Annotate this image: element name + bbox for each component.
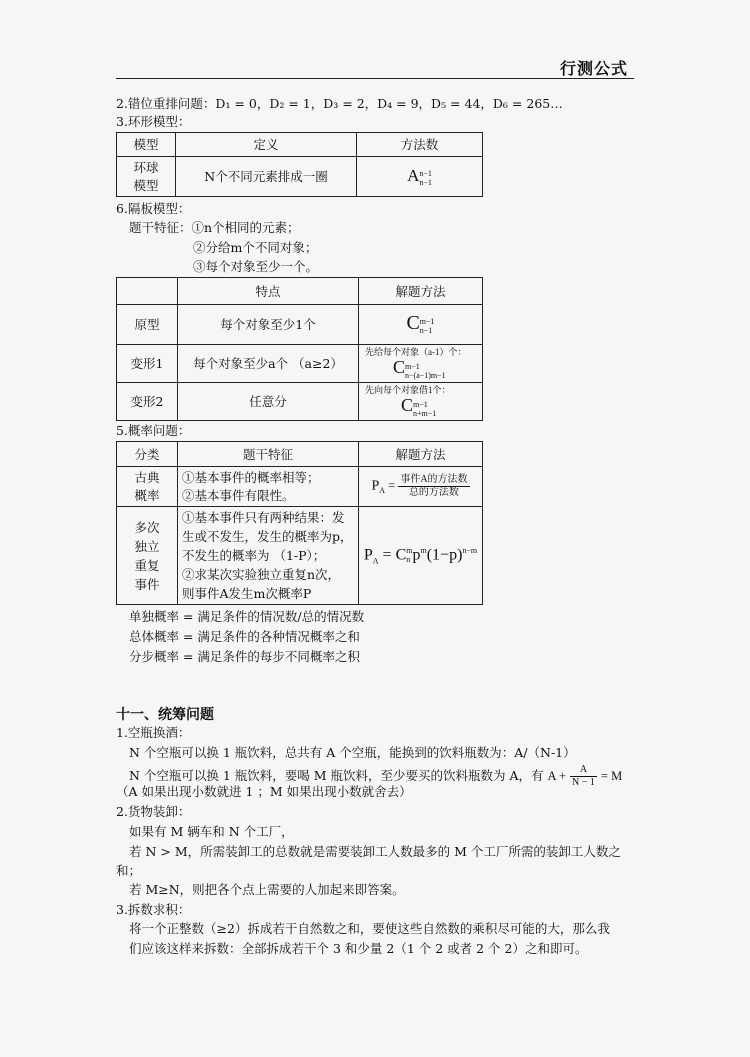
header-title: 行测公式 [559, 59, 628, 78]
cargo-line-4: 若 M≥N，则把各个点上需要的人加起来即答案。 [129, 882, 405, 897]
prob-row1-formula: $P_A$ = $\frac{\text{事件A的方法数}}{\text{总的方法数}}$ [359, 467, 483, 507]
ring-header-model: 模型 [117, 133, 176, 157]
divider-row-desc: 每个对象至少1个 [178, 305, 359, 345]
divider-feature-3: ③每个对象至少一个。 [193, 259, 319, 274]
bottle-line-3: （A 如果出现小数就进 1 ；M 如果出现小数就舍去） [116, 784, 412, 799]
prob-note-2: 总体概率 = 满足条件的各种情况概率之和 [129, 629, 360, 644]
ring-model-heading: 3.环形模型： [116, 114, 191, 129]
page-header [116, 56, 634, 79]
divider-row-formula: C m−1 n−1 [359, 305, 483, 345]
prob-row1-fraction: $\frac{\text{事件A的方法数}}{\text{总的方法数}}$ [400, 473, 468, 498]
cargo-line-1: 如果有 M 辆车和 N 个工厂， [129, 824, 294, 839]
split-line-2: 们应该这样来拆数：全部拆成若干个 3 和少量 2（1 个 2 或者 2 个 2）之和即可。 [129, 941, 588, 956]
prob-note-1: 单独概率 = 满足条件的情况数/总的情况数 [129, 609, 365, 624]
cargo-line-2: 若 N > M，所需装卸工的总数就是需要装卸工人数最多的 M 个工厂所需的装卸工人数之 [129, 844, 621, 859]
cargo-line-3: 和； [116, 863, 142, 878]
split-heading: 3.拆数求积： [116, 902, 191, 917]
probability-table [116, 441, 483, 605]
ring-model-table [116, 132, 483, 197]
divider-header-blank [117, 278, 178, 305]
divider-feature-1: 题干特征：①n个相同的元素； [129, 220, 300, 235]
prob-note-3: 分步概率 = 满足条件的每步不同概率之积 [129, 649, 360, 664]
bottle-fraction: $\frac{A}{N - 1}$ [572, 764, 595, 788]
divider-row-desc: 任意分 [178, 383, 359, 421]
divider-table [116, 277, 483, 421]
divider-row-label: 原型 [117, 305, 178, 345]
divider-model-heading: 6.隔板模型： [116, 201, 191, 216]
prob-row1-label: 古典 概率 [117, 467, 178, 507]
divider-row-desc: 每个对象至少a个 （a≥2） [178, 345, 359, 383]
probability-heading: 5.概率问题： [116, 423, 191, 438]
bottle-heading: 1.空瓶换酒： [116, 725, 191, 740]
divider-row-note: 先给每个对象（a-1）个： [365, 347, 467, 358]
ring-row-definition: N个不同元素排成一圈 [176, 157, 357, 197]
divider-row-label: 变形1 [117, 345, 178, 383]
split-line-1: 将一个正整数（≥2）拆成若干自然数之和，要使这些自然数的乘积尽可能的大，那么我 [129, 921, 610, 936]
divider-feature-2: ②分给m个不同对象； [193, 240, 318, 255]
prob-header-feature: 题干特征 [178, 442, 359, 467]
derangement-line: 2.错位重排问题：D₁ = 0，D₂ = 1，D₃ = 2，D₄ = 9，D₅ = 44，D₆ = 265… [116, 96, 563, 111]
cargo-heading: 2.货物装卸： [116, 804, 191, 819]
ring-row-label: 环球 模型 [117, 157, 176, 197]
prob-row2-formula: $P_A = C$ m n $p^m(1-p)^{n-m}$ [359, 507, 483, 605]
ring-row-formula: A n−1 n−1 [357, 157, 483, 197]
divider-row-note: 先向每个对象借1个： [365, 385, 451, 396]
divider-row-label: 变形2 [117, 383, 178, 421]
prob-row2-feature: ①基本事件只有两种结果：发 生或不发生，发生的概率为p， 不发生的概率为 （1-P）； ②求某次实验独立重复n次， 则事件A发生m次概率P [178, 507, 359, 605]
prob-header-category: 分类 [117, 442, 178, 467]
divider-header-feature: 特点 [178, 278, 359, 305]
ring-header-definition: 定义 [176, 133, 357, 157]
ring-header-method: 方法数 [357, 133, 483, 157]
section-heading: 十一、统筹问题 [116, 707, 214, 723]
prob-row2-label: 多次 独立 重复 事件 [117, 507, 178, 605]
divider-row-formula: 先给每个对象（a-1）个： C m−1 n−(a−1)m−1 [359, 345, 483, 383]
prob-row1-feature: ①基本事件的概率相等； ②基本事件有限性。 [178, 467, 359, 507]
bottle-line-1: N 个空瓶可以换 1 瓶饮料，总共有 A 个空瓶，能换到的饮料瓶数为：A/（N-1） [129, 745, 576, 760]
divider-row-formula: 先向每个对象借1个： C m−1 n+m−1 [359, 383, 483, 421]
bottle-line-2: N 个空瓶可以换 1 瓶饮料，要喝 M 瓶饮料，至少要买的饮料瓶数为 A，有 A + $\frac{A}{N - 1}$ = M [129, 764, 623, 788]
divider-header-method: 解题方法 [359, 278, 483, 305]
prob-header-method: 解题方法 [359, 442, 483, 467]
